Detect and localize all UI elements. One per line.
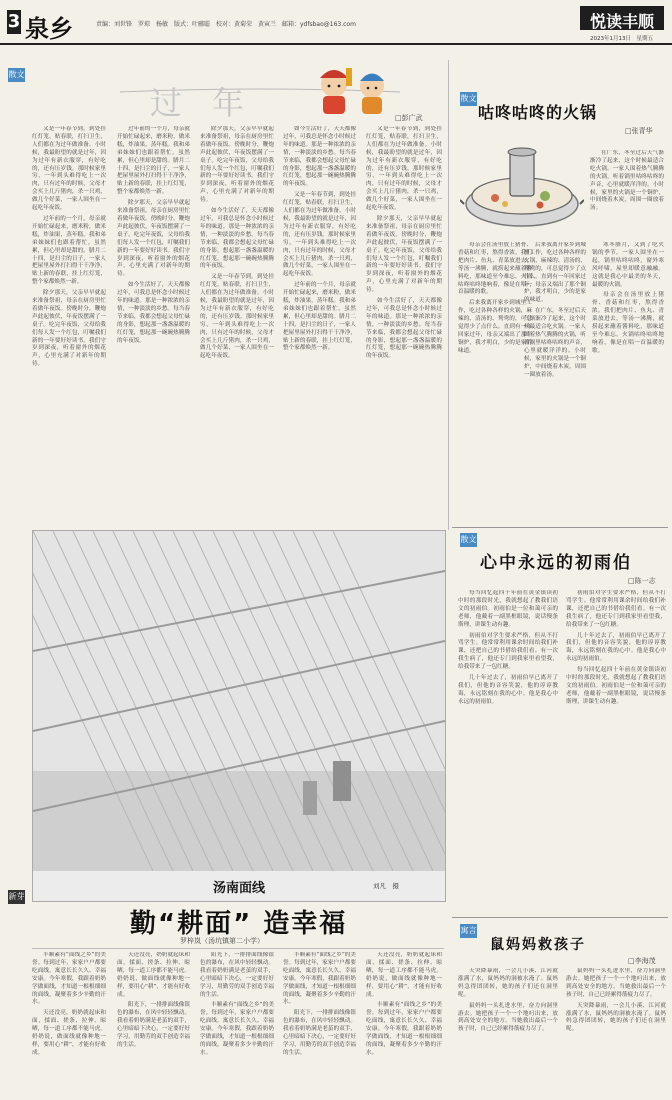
article-title: 咕咚咕咚的火锅	[478, 103, 598, 122]
section-rule	[452, 917, 668, 918]
paragraph: 丰顺素有“面线之乡”的美誉。每到过年，家家户户都要吃面线，寓意长长久久、幸福安康。今年寒假，我跟着奶奶学做面线，才知道一根根细细的面线，凝聚着多少辛勤的汗水。	[366, 1002, 442, 1056]
paragraph: 后来我离开家乡到城里工作，吃过各种各样的火锅，麻辣的、清汤的、鸳鸯的，可总觉得少了点什么。直到有一年回家过年，母亲又端出了那个铜炉，我才明白，少的是家的味道。	[458, 300, 532, 354]
column-name: 悦读丰顺	[589, 12, 654, 31]
photo-frame	[32, 530, 446, 902]
article-column-1	[32, 126, 106, 526]
paragraph: 阳光下，一排排面线像银色的瀑布，在风中轻轻飘动。我看着奶奶满是老茧的双手，心里暗暗下决心，一定要好好学习，用勤劳的双手创造幸福的生活。	[117, 1002, 190, 1048]
hotpot-illustration-frame	[460, 140, 584, 236]
article-column-4	[283, 952, 356, 1097]
article-byline: □彭广武	[395, 114, 423, 122]
paragraph: 鼠妈妈一头扎进水里，奋力向洞里游去。她把孩子一个一个地叼出来，放到高处安全的地方。当她救出最后一个孩子时，自己已经累得筋疲力尽了。	[458, 1002, 558, 1033]
hotpot-illustration	[460, 140, 584, 236]
paragraph: 如今生活好了，天天都像过年，可我总是怀念小时候过年的味道。那是一种浓浓的亲情，一种淡淡的乡愁。每当春节来临，我都会想起父母忙碌的身影，想起那一盏盏温暖的红灯笼，想起那一碗碗热腾腾的年夜饭。	[200, 208, 274, 270]
paragraph: 过年前的一个月，母亲就开始忙碌起来，磨米粉，做米糕，炸油果，蒸年糕。我和弟弟妹妹们也跟着帮忙，虽然累，但心里却是甜的。腊月二十四，是扫尘的日子，一家人把屋里屋外打扫得干干净净，贴上新的春联，挂上红灯笼，整个家都焕然一新。	[117, 126, 190, 196]
article-column-1	[458, 590, 558, 908]
photo-credit: 刘凡 摄	[373, 882, 399, 890]
paragraph: 除夕那天，父亲早早就起来准备祭祖，母亲在厨房里忙着做年夜饭。傍晚时分，鞭炮声此起彼伏，年夜饭摆满了一桌子。吃完年夜饭，父母给我们每人发一个红包，叮嘱我们新的一年要好好读书。我们守岁到深夜，听着窗外的烟花声，心里充满了对新年的期待。	[32, 290, 106, 368]
masthead-rule	[0, 43, 672, 45]
paragraph: 如今生活好了，天天都像过年，可我总是怀念小时候过年的味道。那是一种浓浓的亲情，一种淡淡的乡愁。每当春节来临，我都会想起父母忙碌的身影，想起那一盏盏温暖的红灯笼，想起那一碗碗热腾腾的年夜饭。	[283, 126, 356, 188]
paragraph: 在广东，冬至过后天气渐渐冷了起来，这个时候最适合吃火锅。一家人围着热气腾腾的火锅，听着锅里咕咚咕咚的声音，心里就暖洋洋的。小时候，家里的火锅是一个铜炉，中间烧着木炭，周围一圈放着汤。	[524, 308, 586, 378]
article-column-5	[366, 952, 442, 1097]
page-number: 3	[7, 11, 21, 32]
paragraph: 过年前的一个月，母亲就开始忙碌起来，磨米粉，做米糕，炸油果，蒸年糕。我和弟弟妹妹们也跟着帮忙，虽然累，但心里却是甜的。腊月二十四，是扫尘的日子，一家人把屋里屋外打扫得干干净净，贴上新的春联，挂上红灯笼，整个家都焕然一新。	[283, 282, 356, 352]
paragraph: 每当回忆起四十年前在黄金镇读初中时的那段时光，我就想起了教我们语文的初雨伯。初雨伯是一位和蔼可亲的老师，他戴着一副黑框眼镜，说话慢条斯理，讲课生动有趣。	[566, 667, 666, 705]
paragraph: 天突降暴雨，一会儿小溪、江河就涨满了水，鼠妈妈的洞被水淹了。鼠妈妈急得团团转，她的孩子们还在洞里呢。	[566, 1002, 666, 1033]
article-column-2	[117, 126, 190, 526]
article-title: 勤“耕面” 造幸福	[130, 909, 348, 939]
article-column-3	[524, 242, 586, 520]
article-title: 过年	[150, 84, 275, 122]
section-tag: 新芽	[8, 890, 25, 904]
paragraph: 鼠妈妈一头扎进水里，奋力向洞里游去。她把孩子一个一个地叼出来，放到高处安全的地方。当她救出最后一个孩子时，自己已经累得筋疲力尽了。	[566, 968, 666, 998]
paragraph: 除夕那天，父亲早早就起来准备祭祖，母亲在厨房里忙着做年夜饭。傍晚时分，鞭炮声此起彼伏，年夜饭摆满了一桌子。吃完年夜饭，父母给我们每人发一个红包，叮嘱我们新的一年要好好读书。我们守岁到深夜，听着窗外的烟花声，心里充满了对新年的期待。	[366, 215, 442, 294]
article-column-4	[592, 242, 664, 520]
paragraph: 又是一年春节到，到处挂红灯笼，贴春联，打扫卫生，人们都在为过年做准备。小时候，我最盼望的就是过年，因为过年有新衣服穿，有好吃的，还有压岁钱。那时候家里穷，一年到头难得吃上一次肉，只有过年的时候，父母才会买上几斤猪肉，杀一只鸡，做几个好菜，一家人围坐在一起吃年夜饭。	[366, 126, 442, 212]
paragraph: 除夕那天，父亲早早就起来准备祭祖，母亲在厨房里忙着做年夜饭。傍晚时分，鞭炮声此起彼伏，年夜饭摆满了一桌子。吃完年夜饭，父母给我们每人发一个红包，叮嘱我们新的一年要好好读书。我们守岁到深夜，听着窗外的烟花声，心里充满了对新年的期待。	[200, 126, 274, 204]
paragraph: 几十年过去了，初雨伯早已离开了我们，但他的音容笑貌，他的谆谆教诲，永远铭刻在我的心中。他是我心中永远的初雨伯。	[458, 675, 558, 705]
paragraph: 天还没亮，奶奶就起床和面，揉面、搓条、拉伸、晾晒，每一道工序都不能马虎。奶奶说，做面线就像种地一样，要用心“耕”，才能有好收成。	[32, 1010, 106, 1056]
article-column-1	[32, 952, 106, 1097]
paragraph: 初雨伯对学生要求严格，但从不打骂学生。他常常利用课余时间给我们补课，还把自己的书借给我们看。有一次我生病了，他还专门到我家里看望我，给我带来了一包红糖。	[458, 632, 558, 671]
paragraph: 又是一年春节到，到处挂红灯笼，贴春联，打扫卫生，人们都在为过年做准备。小时候，我最盼望的就是过年，因为过年有新衣服穿，有好吃的，还有压岁钱。那时候家里穷，一年到头难得吃上一次肉，只有过年的时候，父母才会买上几斤猪肉，杀一只鸡，做几个好菜，一家人围坐在一起吃年夜饭。	[283, 192, 356, 278]
paragraph: 天突降暴雨，一会儿小溪、江河就涨满了水，鼠妈妈的洞被水淹了。鼠妈妈急得团团转，她的孩子们还在洞里呢。	[458, 968, 558, 998]
paragraph: 初雨伯对学生要求严格，但从不打骂学生。他常常利用课余时间给我们补课，还把自己的书借给我们看。有一次我生病了，他还专门到我家里看望我，给我带来了一包红糖。	[566, 590, 666, 628]
article-column-2	[566, 590, 666, 908]
noodle-drying-photo	[33, 531, 445, 871]
section-tag: 散文	[8, 68, 25, 82]
article-column-3	[200, 952, 274, 1097]
paragraph: 每当回忆起四十年前在黄金镇读初中时的那段时光，我就想起了教我们语文的初雨伯。初雨伯是一位和蔼可亲的老师，他戴着一副黑框眼镜，说话慢条斯理，讲课生动有趣。	[458, 590, 558, 628]
section-rule	[452, 527, 668, 528]
article-byline: □李海茂	[628, 957, 656, 965]
article-title: 心中永远的初雨伯	[480, 553, 632, 573]
paragraph: 除夕那天，父亲早早就起来准备祭祖，母亲在厨房里忙着做年夜饭。傍晚时分，鞭炮声此起彼伏，年夜饭摆满了一桌子。吃完年夜饭，父母给我们每人发一个红包，叮嘱我们新的一年要好好读书。我们守岁到深夜，听着窗外的烟花声，心里充满了对新年的期待。	[117, 200, 190, 278]
article-column-2	[566, 968, 666, 1096]
editor-credits: 责编：刘世锋 罗琼 杨敏 版式：叶郦聪 校对：黄菊荣 黄寅兰 邮箱：ydfsbao@163.com	[96, 21, 356, 28]
article-column-5	[366, 126, 442, 526]
paragraph: 又是一年春节到，到处挂红灯笼，贴春联，打扫卫生，人们都在为过年做准备。小时候，我最盼望的就是过年，因为过年有新衣服穿，有好吃的，还有压岁钱。那时候家里穷，一年到头难得吃上一次肉，只有过年的时候，父母才会买上几斤猪肉，杀一只鸡，做几个好菜，一家人围坐在一起吃年夜饭。	[32, 126, 106, 212]
article-column-3	[200, 126, 274, 526]
byline-rule	[32, 948, 444, 949]
paragraph: 后来我离开家乡到城里工作，吃过各种各样的火锅，麻辣的、清汤的、鸳鸯的，可总觉得少了点什么。直到有一年回家过年，母亲又端出了那个铜炉，我才明白，少的是家的味道。	[524, 242, 586, 304]
paragraph: 母亲会在汤里放上猪骨、香菇和红枣，熬得香浓。我们把肉片、鱼丸、青菜放进去，等汤一沸腾，就捞起来蘸着酱料吃，那味道至今难忘。火锅咕咚咕咚地响着，像是在唱一首温暖的歌。	[592, 292, 664, 354]
paragraph: 阳光下，一排排面线像银色的瀑布，在风中轻轻飘动。我看着奶奶满是老茧的双手，心里暗暗下决心，一定要好好学习，用勤劳的双手创造幸福的生活。	[200, 952, 274, 998]
article-column-4	[283, 126, 356, 526]
column-divider	[448, 60, 449, 530]
issue-date: 2023年1月13日 星期五	[590, 36, 653, 42]
section-tag: 散文	[460, 92, 477, 106]
paragraph: 又是一年春节到，到处挂红灯笼，贴春联，打扫卫生，人们都在为过年做准备。小时候，我最盼望的就是过年，因为过年有新衣服穿，有好吃的，还有压岁钱。那时候家里穷，一年到头难得吃上一次肉，只有过年的时候，父母才会买上几斤猪肉，杀一只鸡，做几个好菜，一家人围坐在一起吃年夜饭。	[200, 274, 274, 360]
paragraph: 丰顺素有“面线之乡”的美誉。每到过年，家家户户都要吃面线，寓意长长久久、幸福安康。今年寒假，我跟着奶奶学做面线，才知道一根根细细的面线，凝聚着多少辛勤的汗水。	[200, 1002, 274, 1056]
paragraph: 寒冬腊月，又到了吃火锅的季节。一家人围坐在一起，锅里咕咚咕咚，窗外寒风呼啸，屋里却暖意融融。这就是我心中最美的冬天，最暖的火锅。	[592, 242, 664, 288]
paragraph: 天还没亮，奶奶就起床和面，揉面、搓条、拉伸、晾晒，每一道工序都不能马虎。奶奶说，做面线就像种地一样，要用心“耕”，才能有好收成。	[117, 952, 190, 998]
article-byline: □张青华	[625, 127, 653, 135]
article-column-2	[117, 952, 190, 1097]
paragraph: 如今生活好了，天天都像过年，可我总是怀念小时候过年的味道。那是一种浓浓的亲情，一种淡淡的乡愁。每当春节来临，我都会想起父母忙碌的身影，想起那一盏盏温暖的红灯笼，想起那一碗碗热腾腾的年夜饭。	[117, 282, 190, 344]
section-name: 泉乡	[25, 15, 73, 43]
article-column-1	[458, 968, 558, 1096]
paragraph: 过年前的一个月，母亲就开始忙碌起来，磨米粉，做米糕，炸油果，蒸年糕。我和弟弟妹妹们也跟着帮忙，虽然累，但心里却是甜的。腊月二十四，是扫尘的日子，一家人把屋里屋外打扫得干干净净，贴上新的春联，挂上红灯笼，整个家都焕然一新。	[32, 215, 106, 286]
paragraph: 天还没亮，奶奶就起床和面，揉面、搓条、拉伸、晾晒，每一道工序都不能马虎。奶奶说，做面线就像种地一样，要用心“耕”，才能有好收成。	[366, 952, 442, 998]
paragraph: 母亲会在汤里放上猪骨、香菇和红枣，熬得香浓。我们把肉片、鱼丸、青菜放进去，等汤一沸腾，就捞起来蘸着酱料吃，那味道至今难忘。火锅咕咚咕咚地响着，像是在唱一首温暖的歌。	[458, 242, 532, 296]
paragraph: 如今生活好了，天天都像过年，可我总是怀念小时候过年的味道。那是一种浓浓的亲情，一种淡淡的乡愁。每当春节来临，我都会想起父母忙碌的身影，想起那一盏盏温暖的红灯笼，想起那一碗碗热腾腾的年夜饭。	[366, 298, 442, 360]
paragraph: 阳光下，一排排面线像银色的瀑布，在风中轻轻飘动。我看着奶奶满是老茧的双手，心里暗暗下决心，一定要好好学习，用勤劳的双手创造幸福的生活。	[283, 1010, 356, 1056]
article-byline: 罗梓岚（汤坑镇第二小学）	[180, 937, 264, 945]
article-byline: □陈一志	[628, 577, 656, 585]
paragraph: 在广东，冬至过后天气渐渐冷了起来，这个时候最适合吃火锅。一家人围着热气腾腾的火锅，听着锅里咕咚咕咚的声音，心里就暖洋洋的。小时候，家里的火锅是一个铜炉，中间烧着木炭，周围一圈放着汤。	[590, 150, 664, 212]
photo-caption: 汤南面线	[212, 881, 265, 896]
article-column-1	[590, 150, 664, 238]
paragraph: 丰顺素有“面线之乡”的美誉。每到过年，家家户户都要吃面线，寓意长长久久、幸福安康。今年寒假，我跟着奶奶学做面线，才知道一根根细细的面线，凝聚着多少辛勤的汗水。	[283, 952, 356, 1006]
section-tag: 寓言	[460, 924, 477, 938]
masthead	[0, 0, 672, 44]
paragraph: 几十年过去了，初雨伯早已离开了我们，但他的音容笑貌，他的谆谆教诲，永远铭刻在我的心中。他是我心中永远的初雨伯。	[566, 632, 666, 663]
paragraph: 丰顺素有“面线之乡”的美誉。每到过年，家家户户都要吃面线，寓意长长久久、幸福安康。今年寒假，我跟着奶奶学做面线，才知道一根根细细的面线，凝聚着多少辛勤的汗水。	[32, 952, 106, 1006]
article-title: 鼠妈妈救孩子	[490, 937, 586, 953]
section-tag: 散文	[460, 533, 477, 547]
article-column-2	[458, 242, 532, 520]
